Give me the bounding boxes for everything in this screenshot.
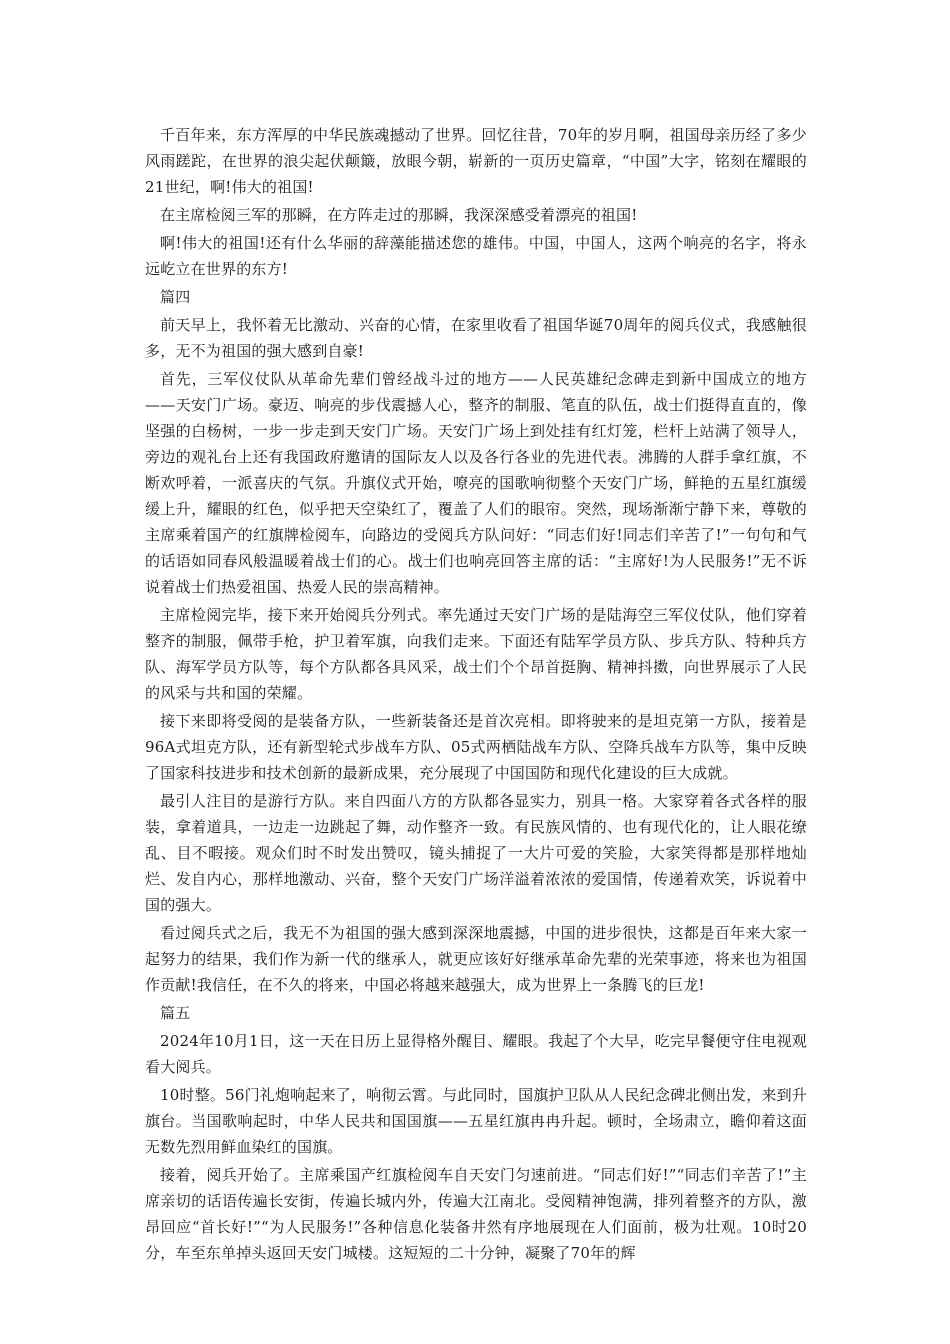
paragraph-1: 千百年来，东方浑厚的中华民族魂撼动了世界。回忆往昔，70年的岁月啊，祖国母亲历经了多少风雨蹉跎，在世界的浪尖起伏颠簸，放眼今朝，崭新的一页历史篇章，“中国”大字，铭刻在耀眼的21世纪，啊!伟大的祖国! xyxy=(145,126,807,196)
paragraph-13: 10时整。56门礼炮响起来了，响彻云霄。与此同时，国旗护卫队从人民纪念碑北侧出发，来到升旗台。当国歌响起时，中华人民共和国国旗——五星红旗冉冉升起。顿时，全场肃立，瞻仰着这面无数先烈用鲜血染红的国旗。 xyxy=(145,1086,807,1156)
paragraph-12: 2024年10月1日，这一天在日历上显得格外醒目、耀眼。我起了个大早，吃完早餐便守住电视观看大阅兵。 xyxy=(145,1032,807,1076)
paragraph-5: 前天早上，我怀着无比激动、兴奋的心情，在家里收看了祖国华诞70周年的阅兵仪式，我感触很多，无不为祖国的强大感到自豪! xyxy=(145,316,807,360)
paragraph-2: 在主席检阅三军的那瞬，在方阵走过的那瞬，我深深感受着漂亮的祖国! xyxy=(160,206,638,224)
paragraph-14: 接着，阅兵开始了。主席乘国产红旗检阅车自天安门匀速前进。“同志们好!”“同志们辛苦了!”主席亲切的话语传遍长安街，传遍长城内外，传遍大江南北。受阅精神饱满，排列着整齐的方队，激昂回应“首长好!”“为人民服务!”各种信息化装备井然有序地展现在人们面前，极为壮观。10时20分，车至东单掉头返回天安门城楼。这短短的二十分钟，凝聚了70年的辉 xyxy=(145,1166,807,1262)
paragraph-9: 最引人注目的是游行方队。来自四面八方的方队都各显实力，别具一格。大家穿着各式各样的服装，拿着道具，一边走一边跳起了舞，动作整齐一致。有民族风情的、也有现代化的，让人眼花缭乱、目不暇接。观众们时不时发出赞叹，镜头捕捉了一大片可爱的笑脸，大家笑得都是那样地灿烂、发自内心，那样地激动、兴奋，整个天安门广场洋溢着浓浓的爱国情，传递着欢笑，诉说着中国的强大。 xyxy=(145,792,807,914)
paragraph-7: 主席检阅完毕，接下来开始阅兵分列式。率先通过天安门广场的是陆海空三军仪仗队，他们穿着整齐的制服，佩带手枪，护卫着军旗，向我们走来。下面还有陆军学员方队、步兵方队、特种兵方队、海军学员方队等，每个方队都各具风采，战士们个个昂首挺胸、精神抖擞，向世界展示了人民的风采与共和国的荣耀。 xyxy=(145,606,807,702)
section-heading-4: 篇四 xyxy=(160,288,191,306)
paragraph-8: 接下来即将受阅的是装备方队，一些新装备还是首次亮相。即将驶来的是坦克第一方队，接着是96A式坦克方队，还有新型轮式步战车方队、05式两栖陆战车方队、空降兵战车方队等，集中反映了国家科技进步和技术创新的最新成果，充分展现了中国国防和现代化建设的巨大成就。 xyxy=(145,712,807,782)
section-heading-5: 篇五 xyxy=(160,1004,191,1022)
document-body xyxy=(145,122,807,1268)
paragraph-10: 看过阅兵式之后，我无不为祖国的强大感到深深地震撼，中国的进步很快，这都是百年来大家一起努力的结果，我们作为新一代的继承人，就更应该好好继承革命先辈的光荣事迹，将来也为祖国作贡献!我信任，在不久的将来，中国必将越来越强大，成为世界上一条腾飞的巨龙! xyxy=(145,924,807,994)
paragraph-6: 首先，三军仪仗队从革命先辈们曾经战斗过的地方——人民英雄纪念碑走到新中国成立的地方——天安门广场。豪迈、响亮的步伐震撼人心，整齐的制服、笔直的队伍，战士们挺得直直的，像坚强的白杨树，一步一步走到天安门广场。天安门广场上到处挂有红灯笼，栏杆上站满了领导人，旁边的观礼台上还有我国政府邀请的国际友人以及各行各业的先进代表。沸腾的人群手拿红旗，不断欢呼着，一派喜庆的气氛。升旗仪式开始，嘹亮的国歌响彻整个天安门广场，鲜艳的五星红旗缓缓上升，耀眼的红色，似乎把天空染红了，覆盖了人们的眼帘。突然，现场渐渐宁静下来，尊敬的主席乘着国产的红旗牌检阅车，向路边的受阅兵方队问好：“同志们好!同志们辛苦了!”一句句和气的话语如同春风般温暖着战士们的心。战士们也响亮回答主席的话：“主席好!为人民服务!”无不诉说着战士们热爱祖国、热爱人民的崇高精神。 xyxy=(145,370,807,596)
paragraph-3: 啊!伟大的祖国!还有什么华丽的辞藻能描述您的雄伟。中国，中国人，这两个响亮的名字，将永远屹立在世界的东方! xyxy=(145,234,807,278)
